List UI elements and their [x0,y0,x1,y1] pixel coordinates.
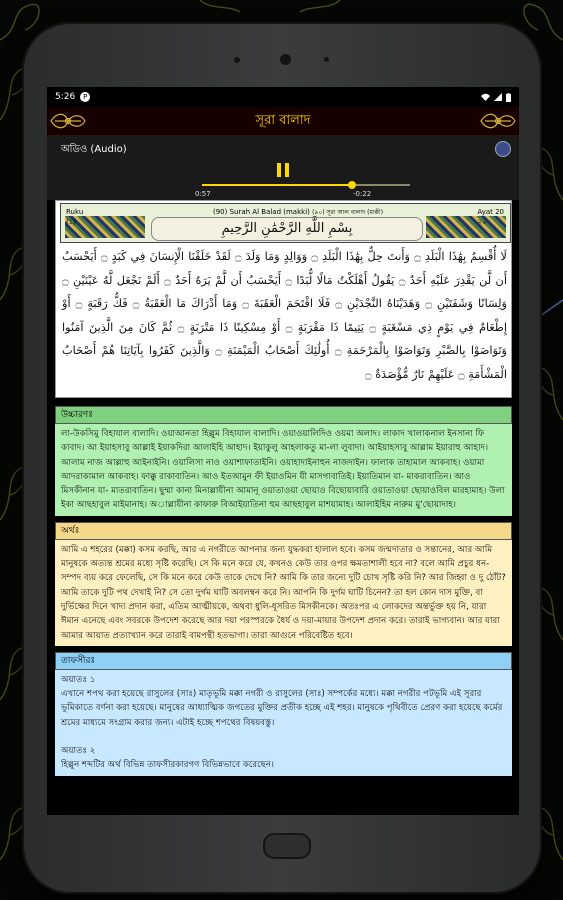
pronunciation-section [55,406,512,516]
wifi-icon [481,93,490,101]
seek-progress [202,184,352,186]
audio-label: অডিও (Audio) [61,144,127,155]
tafsir-ayat-1-text: এখানে শপথ করা হয়েছে রাসুলের (সাঃ) মাতৃভূমি মক্কা নগরী ও রাসুলের (সাঃ) সম্পর্কের মধ্যে। মক্কা নগরীর পটভূমি এই সূরার ভূমিকাতে বর্ণনা করা হয়েছে। মানুষের আধ্যাত্মিক জগতের মুক্তির প্রতীক হচ্ছে এই শহর। মানুষকে পৃথিবীতে প্রেরণ করা হয়েছে কর্মের শ্রমের মাধ্যমে সংগ্রাম করার জন্য। এটাই হচ্ছে শপথের বিষয়বস্তু। [61,689,503,728]
arabic-verses: لَا أُقْسِمُ بِهَٰذَا الْبَلَدِ ۝ وَأَنتَ حِلٌّ بِهَٰذَا الْبَلَدِ ۝ وَوَالِدٍ وَمَا وَلَدَ ۝ لَقَدْ خَلَقْنَا الْإِنسَانَ فِي كَبَدٍ ۝ أَيَحْسَبُ أَن لَّن يَقْدِرَ عَلَيْهِ أَحَدٌ ۝ يَقُولُ أَهْلَكْتُ مَالًا لُّبَدًا ۝ أَيَحْسَبُ أَن لَّمْ يَرَهُ أَحَدٌ ۝ أَلَمْ نَجْعَل لَّهُ عَيْنَيْنِ ۝ وَلِسَانًا وَشَفَتَيْنِ ۝ وَهَدَيْنَاهُ النَّجْدَيْنِ ۝ فَلَا اقْتَحَمَ الْعَقَبَةَ ۝ وَمَا أَدْرَاكَ مَا الْعَقَبَةُ ۝ فَكُّ رَقَبَةٍ ۝ أَوْ إِطْعَامٌ فِي يَوْمٍ ذِي مَسْغَبَةٍ ۝ يَتِيمًا ذَا مَقْرَبَةٍ ۝ أَوْ مِسْكِينًا ذَا مَتْرَبَةٍ ۝ ثُمَّ كَانَ مِنَ الَّذِينَ آمَنُوا وَتَوَاصَوْا بِالصَّبْرِ وَتَوَاصَوْا بِالْمَرْحَمَةِ ۝ أُولَٰئِكَ أَصْحَابُ الْمَيْمَنَةِ ۝ وَالَّذِينَ كَفَرُوا بِآيَاتِنَا هُمْ أَصْحَابُ الْمَشْأَمَةِ ۝ عَلَيْهِمْ نَارٌ مُّؤْصَدَةٌ ۝ [62,250,508,381]
home-button[interactable] [263,833,311,859]
stop-audio-button[interactable] [495,141,511,157]
app-screen [47,87,519,815]
pronunciation-text: লা-উকসিমু বিহাযাল বালাদি। ওয়াআনতা হিল্লুম বিহাযাল বালাদি। ওয়াওয়ালিদিও ওয়মা অলাদ। লাকাদ খালাকনাল ইনসানা ফি কাবাদ। আ ইয়াহসাবু আল্লাই ইয়াকদিরা আলাইহি আহাদ। ইয়াকুলু আহলাকতু মা-লা লুবাদা। আইয়াহসাবু আল্লাম ইয়ারাহু আহাদ। আলাম নাজ আল্লাহু আইনাইনি। ওয়ালিসা নাও ওয়াশাফাতাইনি। ওয়াহাদাইনাহুন নাজদাইন। ফালাক তাহামাল আকবাহ। ওয়ামা আদরাকামাল আকবাহ। ফাক্কু রাকাবাতিন। আও ইতআমুন ফী ইয়াওমিন যী মাসগাবাতিই। ইয়াতিমান যা- মাকরাবাতিন। আও মিসকীনান যা- মাতরাবাতিন। ছুম্মা কানা মিনাল্লাযীনা আমানূ ওয়াতাওয়া ছোয়াও বিছোয়াবারি ওয়াতাওয়া ছোয়াওবিল মারহামাহ। উলা ইকা আছহাবুল মাইমানাহ। অাল্লাযীনা কাফারু বিআইয়াতিনা হুম আছহাবুল মাশয়ামাহ। আলাইহিম নারুম মু'ছোয়াদাহ। [61,429,505,511]
tafsir-ayat-1-label: অয়াতঃ ১ [61,674,96,685]
pause-button[interactable] [276,163,290,177]
ayat-label: Ayat 20 ২০ [477,208,504,226]
translation-section [55,522,512,646]
audio-player [47,136,519,200]
front-camera-lens [280,54,291,65]
elapsed-time: 0:57 [195,190,211,198]
signal-icon [494,93,502,101]
tafsir-heading: তাফসীরঃ [55,652,512,670]
tafsir-ayat-2-text: হিল্লুন শব্দটির অর্থ বিভিন্ন তাফসীরকারগণ বিভিন্নভাবে করেছেন। [61,760,274,771]
tafsir-ayat-2-label: অয়াতঃ ২ [61,746,96,757]
surah-header [60,203,511,243]
light-sensor [324,57,329,62]
page-title: সূরা বালাদ [255,112,311,128]
bismillah: بِسْمِ اللَّهِ الرَّحْمَٰنِ الرَّحِيمِ [151,217,423,241]
left-ornament-icon [49,110,87,132]
status-bar [47,87,519,107]
front-camera [234,57,240,63]
arabic-text-panel [55,200,512,398]
battery-icon [506,93,511,102]
notification-icon: P [80,92,90,102]
surah-content[interactable] [55,200,512,815]
translation-text: আমি এ শহরের (মক্কা) কসম করছি, আর এ নগরীতে আপনার জন্য যুদ্ধকরা হালাল হবে। কসম জন্মদাতার ও সন্তানের, আর আমি মানুষকে অত্যন্ত শ্রমের মধ্যে সৃষ্টি করেছি। সে কি মনে করে যে, কখনও কেউ তার ওপর ক্ষমতাশালী হবে না? বলে আমি প্রচুর ধন-সম্পদ ব্যয় করে ফেলেছি, সে কি মনে করে কেউ তাকে দেখে নি? আমি কি তার জন্যে দুটি চোখ সৃষ্টি করি নি? আর জিহ্বা ও দু ঠোঁট? আমি তাকে দুটি পথ দেখাই নি? সে তো দুর্গম ঘাটি অবলম্বন করে নি। আপনি কি দুর্গম ঘাটি চিনেন? তা হল কোন দাস মুক্তি, বা দুর্ভিক্ষের দিনে খাদ্য প্রদান করা, এতিম আত্মীয়কে, অথবা ধুলি-ধূসরিত মিসকীনকে। অতঃপর এ লোকদের অন্তর্ভুক্ত হয় নি, যারা ঈমান এনেছে এবং সবরকে উপদেশ করেছে আর দয়া পরস্পরকে ধৈর্য ও দয়া-মায়ার উপদেশ প্রদান করে। তারাই ভাগ্যবান। আর যারা আমার আয়াত প্রত্যাখ্যান করে তারাই বামপন্থী হতভাগা। তারা আগুনে পরিবেষ্টিত হবে। [61,544,506,641]
seek-thumb[interactable] [348,181,356,189]
tafsir-section [55,652,512,776]
status-time: 5:26 [55,92,76,102]
translation-heading: অর্থঃ [55,522,512,540]
right-ornament-icon [479,110,517,132]
surah-name: (90) Surah Al Balad (makki) (৯০) সূরা আল বালাদ (মাক্কী) [213,208,384,216]
remaining-time: -0:22 [353,190,372,198]
app-bar [47,107,519,136]
pronunciation-heading: উচ্চারণঃ [55,406,512,424]
tafsir-body [55,670,512,776]
ruku-label: Ruku (১) [66,208,84,226]
seek-bar[interactable] [202,184,410,186]
